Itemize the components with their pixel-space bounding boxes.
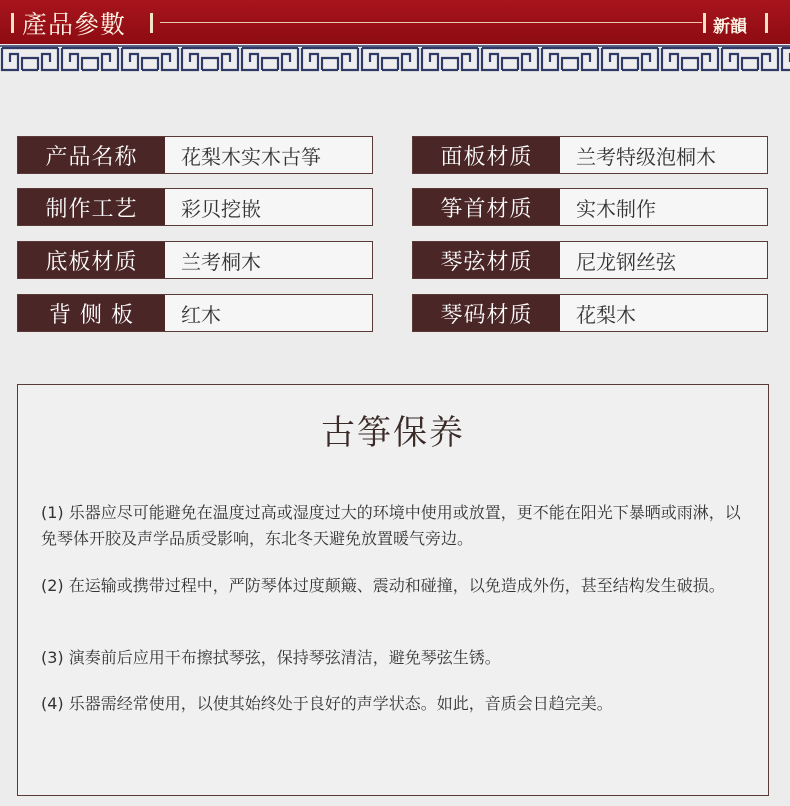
param-value: 尼龙钢丝弦 [576, 249, 676, 274]
param-value: 实木制作 [576, 196, 656, 221]
param-label: 筝首材质 [413, 189, 560, 225]
care-section [17, 384, 769, 796]
header-divider [160, 22, 702, 23]
header-tick-title-end [150, 13, 153, 33]
param-row-side-panel [17, 294, 373, 332]
param-row-bridge-material [412, 294, 768, 332]
param-row-product-name [17, 136, 373, 174]
fret-border [0, 44, 790, 74]
brand-name: 新韻 [713, 17, 747, 37]
care-item: (4) 乐器需经常使用，以使其始终处于良好的声学状态。如此，音质会日趋完美。 [41, 694, 613, 713]
param-label: 面板材质 [413, 137, 560, 173]
header-bar [0, 0, 790, 44]
param-label: 底板材质 [18, 242, 165, 278]
header-tick-left [11, 13, 14, 33]
param-row-craft [17, 188, 373, 226]
param-label: 琴码材质 [413, 295, 560, 331]
header-tick-brand-end [765, 13, 768, 33]
param-label: 制作工艺 [18, 189, 165, 225]
page-title: 產品參數 [22, 10, 127, 39]
param-value: 兰考特级泡桐木 [576, 144, 716, 169]
param-label: 产品名称 [18, 137, 165, 173]
param-label: 背 侧 板 [18, 295, 165, 331]
param-row-string-material [412, 241, 768, 279]
param-row-panel-material [412, 136, 768, 174]
param-label: 琴弦材质 [413, 242, 560, 278]
param-row-base-material [17, 241, 373, 279]
param-row-head-material [412, 188, 768, 226]
care-item: (2) 在运输或携带过程中，严防琴体过度颠簸、震动和碰撞，以免造成外伤，甚至结构发生破损。 [41, 576, 725, 595]
param-value: 彩贝挖嵌 [181, 196, 261, 221]
care-item: (1) 乐器应尽可能避免在温度过高或湿度过大的环境中使用或放置，更不能在阳光下暴晒或雨淋，以免琴体开胶及声学品质受影响，东北冬天避免放置暖气旁边。 [41, 503, 741, 548]
param-value: 红木 [181, 302, 221, 327]
care-title: 古筝保养 [321, 413, 465, 453]
param-value: 兰考桐木 [181, 249, 261, 274]
care-item: (3) 演奏前后应用干布擦拭琴弦，保持琴弦清洁，避免琴弦生锈。 [41, 648, 501, 667]
param-value: 花梨木 [576, 302, 636, 327]
param-value: 花梨木实木古筝 [181, 144, 321, 169]
header-tick-brand-start [703, 13, 706, 33]
